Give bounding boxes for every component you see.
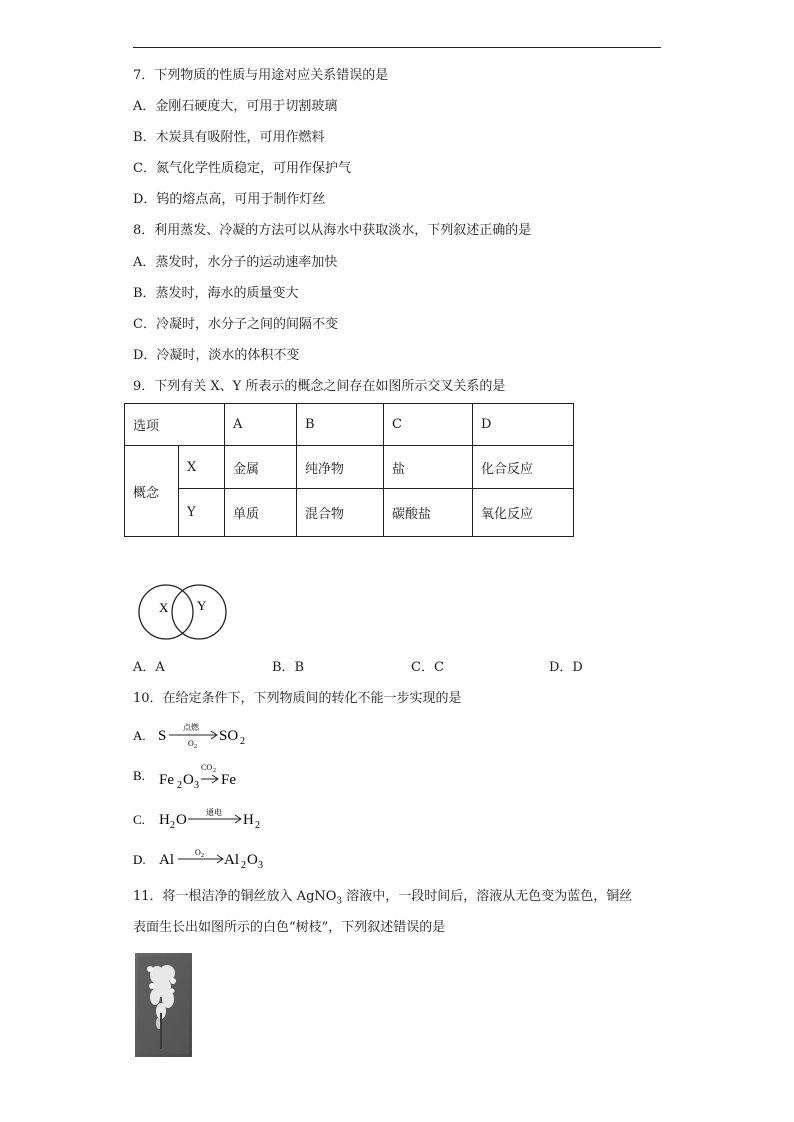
table-cell: 金属: [225, 446, 297, 489]
venn-label-y: Y: [197, 598, 207, 613]
q9-answer-c: C．C: [411, 660, 444, 675]
table-row-label: Y: [179, 489, 225, 537]
table-cell: 氧化反应: [473, 489, 574, 537]
q10-stem: 10．在给定条件下，下列物质间的转化不能一步实现的是: [133, 691, 462, 706]
table-column-header: D: [473, 404, 574, 446]
svg-text:Fe: Fe: [221, 772, 236, 788]
venn-diagram: [135, 584, 231, 642]
q8-option-a: A．蒸发时，水分子的运动速率加快: [133, 255, 338, 270]
q10-option-b: [133, 758, 273, 792]
svg-text:CO: CO: [201, 763, 213, 772]
q10-option-a: [133, 720, 273, 750]
svg-text:Al: Al: [224, 852, 239, 868]
q9-answer-d: D．D: [549, 660, 583, 675]
svg-text:2: 2: [213, 768, 216, 774]
header-rule: [133, 47, 661, 48]
table-cell: 混合物: [297, 489, 384, 537]
copper-wire-photo: [135, 953, 192, 1057]
svg-text:2: 2: [201, 853, 204, 859]
q9-answer-b: B．B: [272, 660, 305, 675]
table-column-header: C: [384, 404, 473, 446]
svg-text:O: O: [176, 812, 187, 828]
q9-answer-a: A．A: [133, 660, 165, 675]
svg-text:通电: 通电: [206, 808, 222, 817]
svg-text:2: 2: [240, 736, 245, 747]
table-header-label: 选项: [125, 404, 225, 446]
table-row: [125, 489, 574, 537]
svg-text:B.: B.: [133, 768, 145, 783]
q8-option-b: B．蒸发时，海水的质量变大: [133, 286, 299, 301]
svg-text:O: O: [247, 852, 258, 868]
q7-option-a: A．金刚石硬度大，可用于切割玻璃: [133, 99, 338, 114]
svg-text:S: S: [158, 728, 167, 744]
svg-text:O: O: [183, 772, 194, 788]
q8-option-c: C．冷凝时，水分子之间的间隔不变: [133, 317, 338, 332]
table-column-header: B: [297, 404, 384, 446]
table-cell: 纯净物: [297, 446, 384, 489]
table-column-header: A: [225, 404, 297, 446]
svg-text:C.: C.: [133, 812, 145, 827]
svg-text:2: 2: [170, 820, 175, 831]
table-cell: 盐: [384, 446, 473, 489]
table-cell: 化合反应: [473, 446, 574, 489]
svg-text:2: 2: [177, 780, 182, 791]
q7-option-c: C．氮气化学性质稳定，可用作保护气: [133, 161, 351, 176]
svg-text:2: 2: [241, 860, 246, 871]
q8-stem: 8．利用蒸发、冷凝的方法可以从海水中获取淡水，下列叙述正确的是: [133, 223, 532, 238]
q9-stem: 9．下列有关 X、Y 所表示的概念之间存在如图所示交叉关系的是: [133, 379, 506, 394]
q9-concept-table: [124, 403, 574, 537]
q10-option-c: [133, 806, 273, 836]
table-concept-label: 概念: [125, 446, 179, 537]
svg-text:O: O: [188, 739, 194, 748]
svg-text:3: 3: [258, 860, 263, 871]
svg-text:A.: A.: [133, 728, 146, 743]
svg-text:3: 3: [194, 780, 199, 791]
svg-text:点燃: 点燃: [183, 723, 199, 732]
table-cell: 单质: [225, 489, 297, 537]
table-row: [125, 446, 574, 489]
svg-text:Al: Al: [159, 852, 174, 868]
q11-stem-line1: 11．将一根洁净的铜丝放入 AgNO$_3$ 溶液中，一段时间后，溶液从无色变为蓝色，铜丝: [133, 889, 633, 907]
venn-label-x: X: [159, 600, 169, 615]
q10-option-d: [133, 846, 283, 876]
svg-text:2: 2: [255, 820, 260, 831]
svg-text:H: H: [243, 812, 254, 828]
q7-option-b: B．木炭具有吸附性，可用作燃料: [133, 130, 325, 145]
svg-text:SO: SO: [219, 728, 239, 744]
table-cell: 碳酸盐: [384, 489, 473, 537]
table-row-label: X: [179, 446, 225, 489]
svg-text:Fe: Fe: [159, 772, 174, 788]
table-header-row: [125, 404, 574, 446]
q8-option-d: D．冷凝时，淡水的体积不变: [133, 348, 300, 363]
svg-text:O: O: [195, 848, 201, 857]
q7-option-d: D．钨的熔点高，可用于制作灯丝: [133, 192, 326, 207]
svg-text:2: 2: [194, 744, 197, 750]
q11-stem-line2: 表面生长出如图所示的白色“树枝”，下列叙述错误的是: [133, 920, 446, 935]
svg-text:H: H: [159, 812, 170, 828]
svg-text:D.: D.: [133, 852, 146, 867]
q7-stem: 7．下列物质的性质与用途对应关系错误的是: [133, 68, 389, 83]
